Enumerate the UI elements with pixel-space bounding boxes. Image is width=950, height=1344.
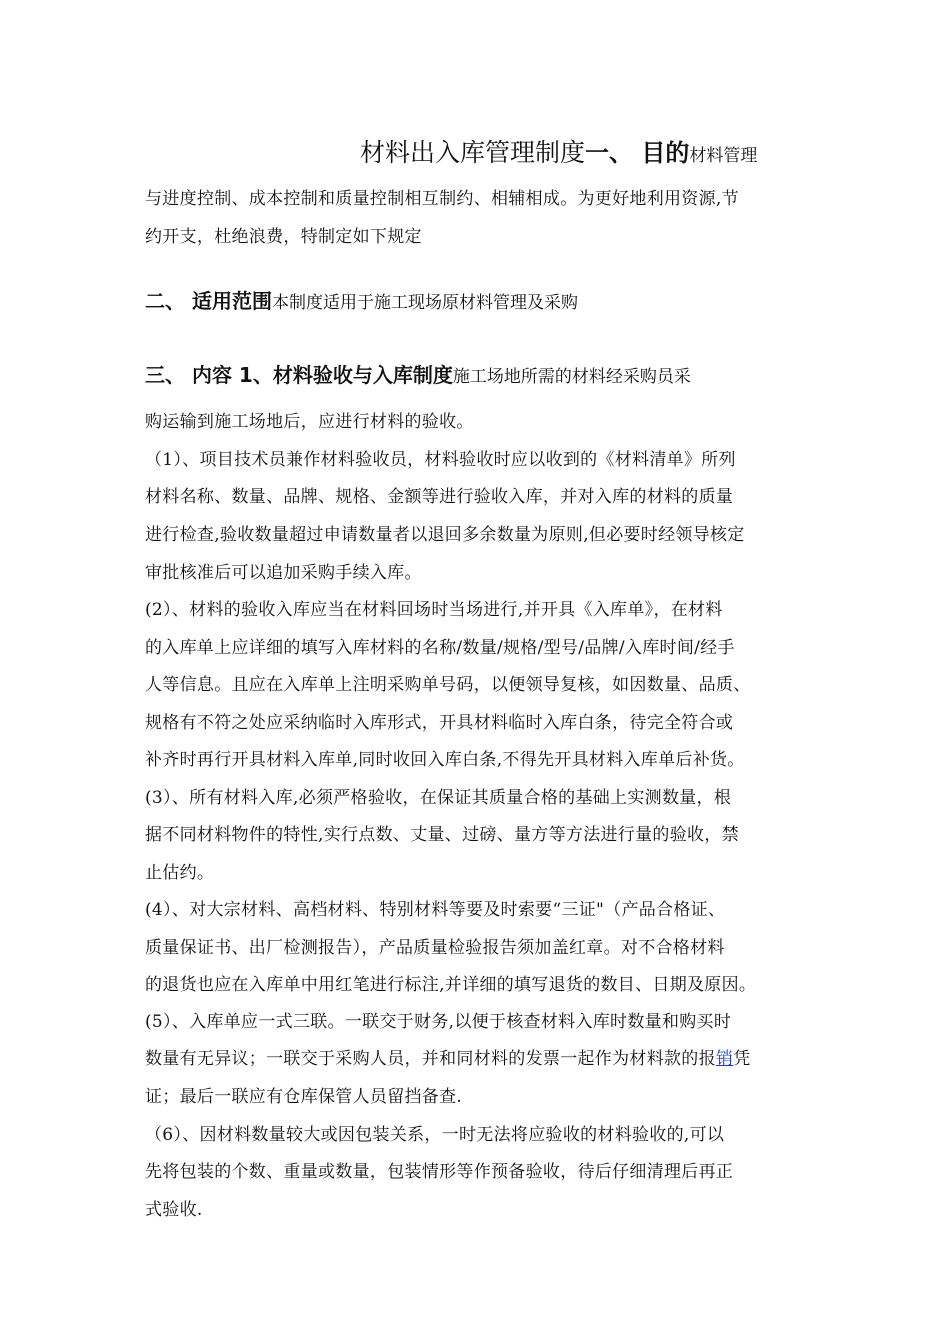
paragraph-line: 的退货也应在入库单中用红笔进行标注,并详细的填写退货的数目、日期及原因。 <box>145 975 757 995</box>
paragraph-line: （6）、因材料数量较大或因包装关系，一时无法将应验收的材料验收的,可以 <box>145 1125 725 1145</box>
paragraph-line: 约开支，杜绝浪费，特制定如下规定 <box>145 227 422 247</box>
paragraph-line: 止估约。 <box>145 863 215 883</box>
title-text: 材料出入库管理制度 <box>360 138 586 167</box>
paragraph-line: (2）、材料的验收入库应当在材料回场时当场进行,并开具《入库单》，在材料 <box>145 600 723 620</box>
paragraph-line: 先将包装的个数、重量或数量，包装情形等作预备验收，待后仔细清理后再正 <box>145 1162 734 1182</box>
paragraph-text: 数量有无异议；一联交于采购人员，并和同材料的发票一起作为材料款的报 <box>145 1049 716 1069</box>
paragraph-line: (5）、入库单应一式三联。一联交于财务,以便于核查材料入库时数量和购买时 <box>145 1012 732 1032</box>
paragraph-line: 购运输到施工场地后，应进行材料的验收。 <box>145 412 474 432</box>
paragraph-line: (4）、对大宗材料、高档材料、特别材料等要及时索要“三证"（产品合格证、 <box>145 900 726 920</box>
section-2-text: 本制度适用于施工现场原材料管理及采购 <box>271 293 578 313</box>
section-1-heading: 一、 目的 <box>585 139 690 167</box>
paragraph-line: 补齐时再行开具材料入库单,同时收回入库白条,不得先开具材料入库单后补货。 <box>145 750 745 770</box>
paragraph-line: 式验收. <box>145 1200 203 1220</box>
hyperlink[interactable]: 销 <box>715 1049 734 1069</box>
paragraph-line: 规格有不符之处应采纳临时入库形式，开具材料临时入库白条，待完全符合或 <box>145 713 734 733</box>
paragraph-line: 与进度控制、成本控制和质量控制相互制约、相辅相成。为更好地利用资源,节 <box>145 189 739 209</box>
paragraph-text: 凭 <box>733 1049 751 1069</box>
paragraph-line: 据不同材料物件的特性,实行点数、丈量、过磅、量方等方法进行量的验收，禁 <box>145 825 739 845</box>
paragraph-line: （1）、项目技术员兼作材料验收员，材料验收时应以收到的《材料清单》所列 <box>145 450 736 470</box>
paragraph-line-with-link <box>145 1047 825 1071</box>
section-2 <box>145 286 578 318</box>
section-2-heading: 二、 适用范围 <box>145 289 272 313</box>
paragraph-line: 的入库单上应详细的填写入库材料的名称/数量/规格/型号/品牌/入库时间/经手 <box>145 638 735 658</box>
section-1-lead-text: 材料管理 <box>689 146 758 166</box>
paragraph-line: 进行检查,验收数量超过申请数量者以退回多余数量为原则,但必要时经领导核定 <box>145 525 745 545</box>
section-3-text: 施工场地所需的材料经采购员采 <box>452 367 691 387</box>
section-3-heading: 三、 内容 1、材料验收与入库制度 <box>145 363 453 387</box>
paragraph-line: 审批核准后可以追加采购手续入库。 <box>145 563 422 583</box>
section-3 <box>145 360 691 392</box>
paragraph-line: 质量保证书、出厂检测报告），产品质量检验报告须加盖红章。对不合格材料 <box>145 938 725 958</box>
paragraph-line: 人等信息。且应在入库单上注明采购单号码，以便领导复核，如因数量、品质、 <box>145 675 751 695</box>
paragraph-line: 材料名称、数量、品牌、规格、金额等进行验收入库，并对入库的材料的质量 <box>145 487 734 507</box>
paragraph-line: (3）、所有材料入库,必须严格验收，在保证其质量合格的基础上实测数量，根 <box>145 788 732 808</box>
document-title <box>360 138 757 171</box>
paragraph-line: 证；最后一联应有仓库保管人员留挡备查. <box>145 1087 463 1107</box>
